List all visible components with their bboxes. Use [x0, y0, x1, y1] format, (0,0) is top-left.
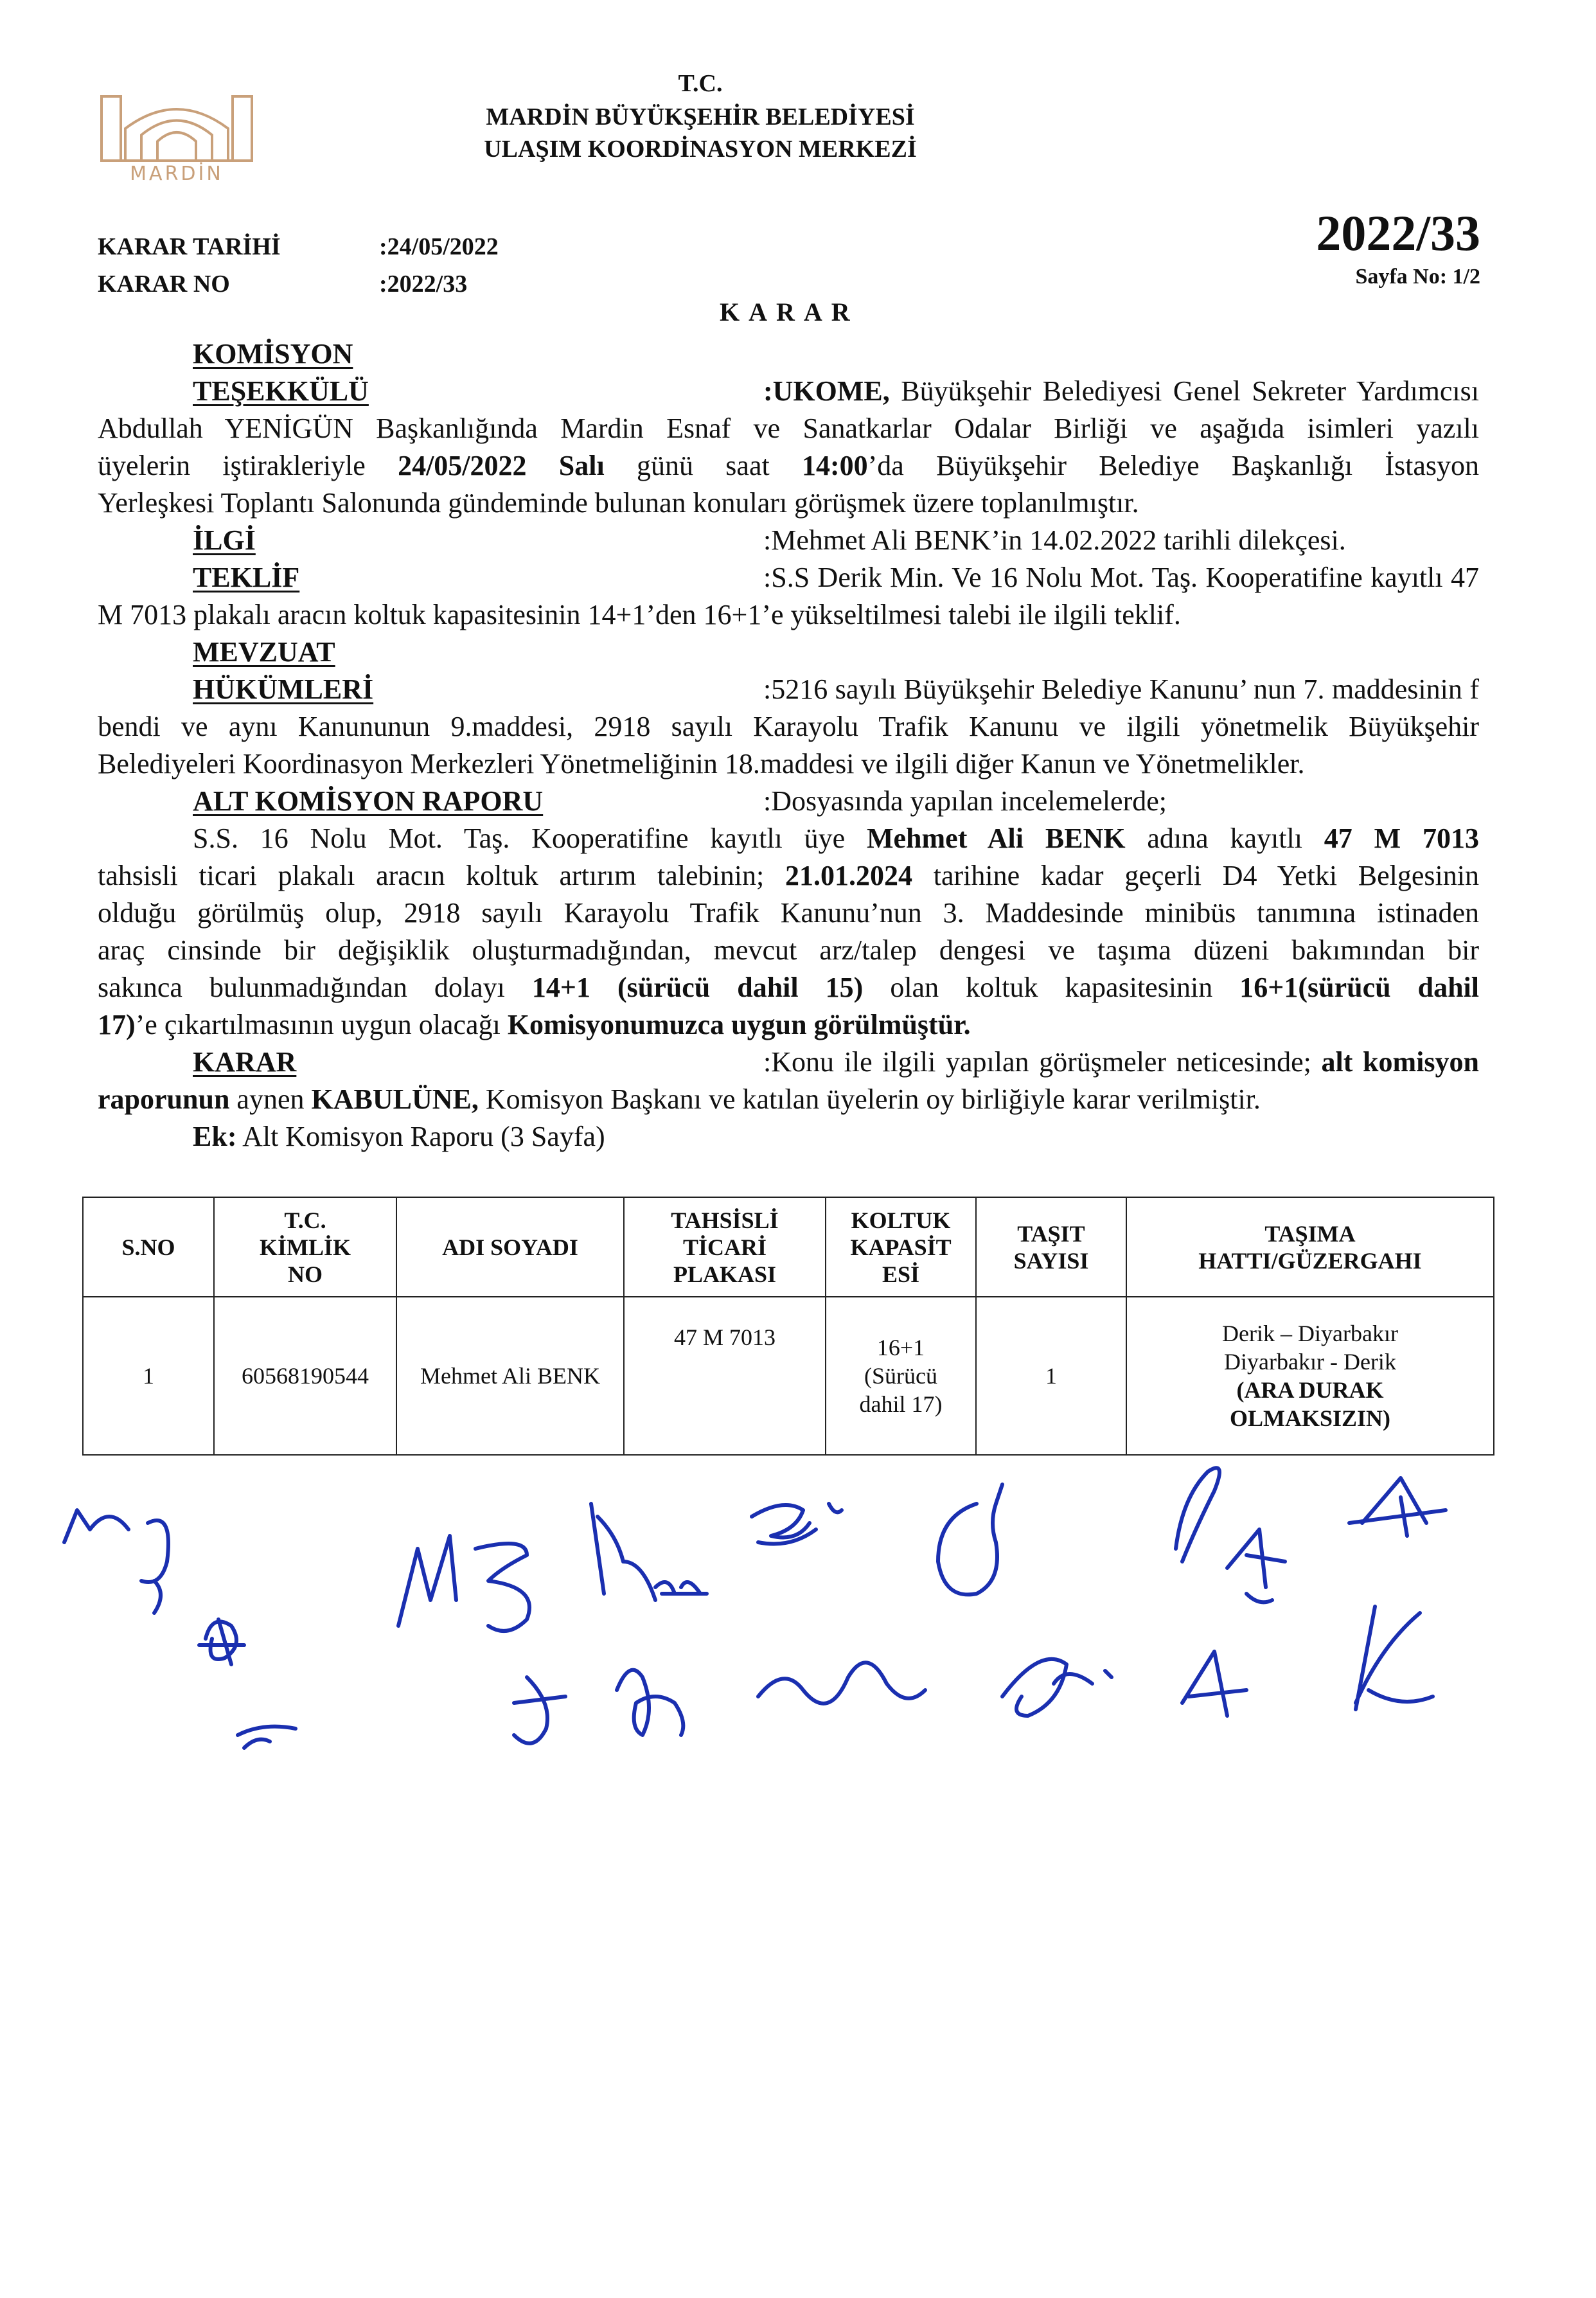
- col-hat: TAŞIMA HATTI/GÜZERGAHI: [1126, 1197, 1494, 1297]
- alt-komisyon-label: ALT KOMİSYON RAPORU: [193, 785, 544, 817]
- signature-11: [758, 1662, 925, 1704]
- signature-1: [64, 1510, 168, 1613]
- vehicle-table: [82, 1197, 1494, 1456]
- signature-12: [938, 1484, 1002, 1594]
- cell-plaka: 47 M 7013: [624, 1297, 826, 1455]
- header-institution: MARDİN BÜYÜKŞEHİR BELEDİYESİ: [486, 103, 915, 130]
- komisyon-label-2: TEŞEKKÜLÜ: [193, 375, 369, 407]
- karar-tarihi-value: :24/05/2022: [379, 233, 499, 260]
- header-tc: T.C.: [678, 70, 723, 97]
- cell-koltuk: 16+1 (Sürücü dahil 17): [826, 1297, 976, 1455]
- karar-section: KARAR :Konu ile ilgili yapılan görüşmeler neticesinde; alt komisyon raporunun aynen KABULÜNE, Komisyon Başkanı ve katılan üyelerin oy birliğiyle karar verilmiştir. Ek: Alt Komisyon Raporu (3 Sayfa): [98, 1044, 1479, 1155]
- karar-tarihi-label: KARAR TARİHİ: [98, 233, 281, 260]
- col-sno: S.NO: [83, 1197, 214, 1297]
- ilgi-label: İLGİ: [193, 524, 256, 556]
- logo-text: MARDİN: [130, 163, 224, 185]
- mevzuat-section: MEVZUAT HÜKÜMLERİ :5216 sayılı Büyükşehir Belediye Kanunu’ nun 7. maddesinin f bendi ve aynı Kanununun 9.maddesi, 2918 sayılı Karayolu Trafik Kanunu ve ilgili yönetmelik Büyükşehir Belediyeleri Koordinasyon Merkezleri Yönetmeliğinin 18.maddesi ve ilgili diğer Kanun ve Yönetmelikler.: [98, 634, 1479, 783]
- municipality-logo: [96, 84, 257, 186]
- signature-8: [617, 1670, 683, 1735]
- mevzuat-label-2: HÜKÜMLERİ: [193, 673, 374, 705]
- table-header-row: [83, 1197, 1494, 1297]
- signature-5: [475, 1544, 529, 1631]
- col-plaka: TAHSİSLİ TİCARİ PLAKASI: [624, 1197, 826, 1297]
- karar-no-label: KARAR NO: [98, 271, 230, 298]
- signature-18: [1356, 1607, 1433, 1709]
- signature-6: [514, 1677, 565, 1743]
- cell-kimlik: 60568190544: [214, 1297, 396, 1455]
- signature-15: [1227, 1529, 1285, 1602]
- signatures-area: [39, 1433, 1542, 1793]
- alt-komisyon-section: ALT KOMİSYON RAPORU :Dosyasında yapılan incelemelerde; S.S. 16 Nolu Mot. Taş. Kooperatifine kayıtlı üye Mehmet Ali BENK adına kayıtlı 47 M 7013 tahsisli ticari plakalı aracın koltuk artırım talebinin; 21.01.2024 tarihine kadar geçerli D4 Yetki Belgesinin olduğu görülmüş olup, 2918 sayılı Karayolu Trafik Kanunu’nun 3. Maddesinde minibüs tanımına istinaden araç cinsinde bir değişiklik oluşturmadığından, mevcut arz/talep dengesi ve taşıma düzeni bakımından bir sakınca bulunmadığından dolayı 14+1 (sürücü dahil 15) olan koltuk kapasitesinin 16+1(sürücü dahil 17)’e çıkartılmasının uygun olacağı Komisyonumuzca uygun görülmüştür.: [98, 783, 1479, 1044]
- decision-number: 2022/33: [1316, 205, 1480, 261]
- document-title: KARAR: [720, 298, 859, 326]
- page-number: Sayfa No: 1/2: [1355, 265, 1480, 289]
- signature-2: [199, 1619, 244, 1664]
- col-adi-soyadi: ADI SOYADI: [396, 1197, 624, 1297]
- teklif-label: TEKLİF: [193, 562, 300, 593]
- mevzuat-label-1: MEVZUAT: [193, 636, 335, 668]
- cell-sno: 1: [83, 1297, 214, 1455]
- signature-10: [752, 1504, 842, 1544]
- cell-adi: Mehmet Ali BENK: [396, 1297, 624, 1455]
- karar-label: KARAR: [193, 1046, 297, 1078]
- signature-16: [1182, 1652, 1246, 1716]
- ilgi-section: İLGİ :Mehmet Ali BENK’in 14.02.2022 tarihli dilekçesi.: [98, 522, 1479, 559]
- signature-4: [398, 1536, 456, 1626]
- signature-13: [1002, 1659, 1112, 1716]
- komisyon-label-1: KOMİSYON: [193, 338, 353, 370]
- teklif-section: TEKLİF :S.S Derik Min. Ve 16 Nolu Mot. Taş. Kooperatifine kayıtlı 47 M 7013 plakalı aracın koltuk kapasitesinin 14+1’den 16+1’e yükseltilmesi talebi ile ilgili teklif.: [98, 559, 1479, 634]
- document-body: [98, 335, 1479, 1155]
- table-row: [83, 1297, 1494, 1455]
- col-koltuk: KOLTUK KAPASİT ESİ: [826, 1197, 976, 1297]
- signature-9: [655, 1582, 707, 1594]
- col-kimlik: T.C. KİMLİK NO: [214, 1197, 396, 1297]
- header-department: ULAŞIM KOORDİNASYON MERKEZİ: [484, 136, 917, 163]
- signature-7: [591, 1504, 655, 1600]
- komisyon-section: KOMİSYON TEŞEKKÜLÜ :UKOME, Büyükşehir Belediyesi Genel Sekreter Yardımcısı Abdullah YENİGÜN Başkanlığında Mardin Esnaf ve Sanatkarlar Odalar Birliği ve aşağıda isimleri yazılı üyelerin iştirakleriyle 24/05/2022 Salı günü saat 14:00’da Büyükşehir Belediye Başkanlığı İstasyon Yerleşkesi Toplantı Salonunda gündeminde bulunan konuları görüşmek üzere toplanılmıştır.: [98, 335, 1479, 522]
- signature-17: [1349, 1478, 1446, 1536]
- col-tasit: TAŞIT SAYISI: [976, 1197, 1126, 1297]
- ukome-bold: UKOME,: [772, 375, 890, 407]
- cell-tasit: 1: [976, 1297, 1126, 1455]
- signature-14: [1176, 1468, 1219, 1562]
- cell-hat: Derik – Diyarbakır Diyarbakır - Derik (ARA DURAK OLMAKSIZIN): [1126, 1297, 1494, 1455]
- signature-3: [238, 1727, 296, 1748]
- ek-label: Ek:: [193, 1121, 237, 1152]
- karar-no-value: :2022/33: [379, 271, 468, 298]
